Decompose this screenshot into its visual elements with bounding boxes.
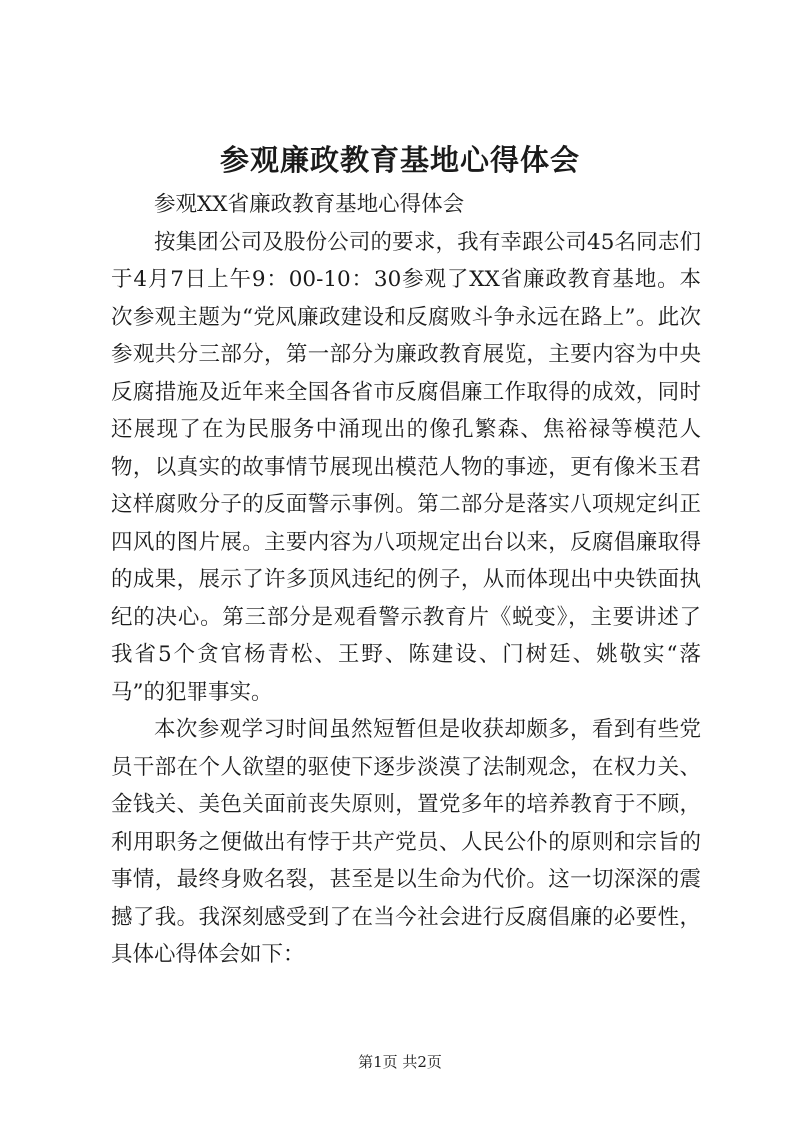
body-paragraph: 本次参观学习时间虽然短暂但是收获却颇多，看到有些党员干部在个人欲望的驱使下逐步淡漠了法制观念，在权力关、金钱关、美色关面前丧失原则，置党多年的培养教育于不顾，利用职务之便做出有悖于共产党员、人民公仆的原则和宗旨的事情，最终身败名裂，甚至是以生命为代价。这一切深深的震撼了我。我深刻感受到了在当今社会进行反腐倡廉的必要性，具体心得体会如下： [111, 717, 701, 967]
document-body [111, 186, 701, 974]
subtitle-paragraph: 参观XX省廉政教育基地心得体会 [154, 192, 465, 217]
body-paragraph: 按集团公司及股份公司的要求，我有幸跟公司45名同志们于4月7日上午9：00-10：30参观了XX省廉政教育基地。本次参观主题为“党风廉政建设和反腐败斗争永远在路上”。此次参观共分三部分，第一部分为廉政教育展览，主要内容为中央反腐措施及近年来全国各省市反腐倡廉工作取得的成效，同时还展现了在为民服务中涌现出的像孔繁森、焦裕禄等模范人物，以真实的故事情节展现出模范人物的事迹，更有像米玉君这样腐败分子的反面警示事例。第二部分是落实八项规定纠正四风的图片展。主要内容为八项规定出台以来，反腐倡廉取得的成果，展示了许多顶风违纪的例子，从而体现出中央铁面执纪的决心。第三部分是观看警示教育片《蜕变》，主要讲述了我省5个贪官杨青松、王野、陈建设、门树廷、姚敬实“落马”的犯罪事实。 [111, 229, 701, 705]
page-footer [0, 1052, 800, 1072]
page-number: 第1页 共2页 [358, 1053, 442, 1071]
document-title: 参观廉政教育基地心得体会 [219, 143, 580, 177]
